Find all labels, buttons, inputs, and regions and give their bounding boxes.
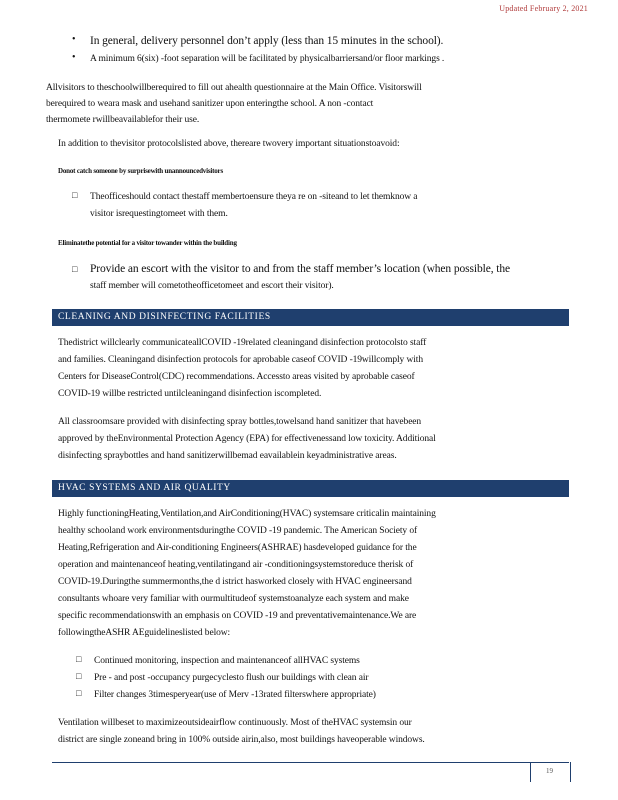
hvac-p2-line-2: district are single zoneand bring in 100% outside airin,also, most buildings haveoperable windows. xyxy=(58,735,425,745)
hvac-p1-line-5: COVID-19.Duringthe summermonths,the d istrict hasworked closely with HVAC engineersand xyxy=(58,577,412,587)
hvac-bullet-3: Filter changes 3timesperyear(use of Merv -13rated filterswhere appropriate) xyxy=(94,690,376,700)
square-bullet-icon: □ xyxy=(76,654,82,664)
cleaning-p1-line-1: Thedistrict willclearly communicateallCOVID -19related cleaningand disinfection protocolsto staff xyxy=(58,338,427,348)
hvac-p1-line-3: Heating,Refrigeration and Air-conditioning Engineers(ASHRAE) hasdeveloped guidance for the xyxy=(58,543,417,553)
sub-bullet-1-line-2: visitor isrequestingtomeet with them. xyxy=(90,209,228,219)
cleaning-p2-line-2: approved by theEnvironmental Protection Agency (EPA) for effectivenessand low toxicity. Additional xyxy=(58,434,436,444)
cleaning-p1-line-2: and families. Cleaningand disinfection protocols for aprobable caseof COVID -19willcomply with xyxy=(58,355,423,365)
subhead-surprise: Donot catch someone by surprisewith unannouncedvisitors xyxy=(58,167,223,175)
hvac-p1-line-4: operation and maintenanceof heating,ventilatingand air -conditioningsystemstoreduce therisk of xyxy=(58,560,414,570)
square-bullet-icon: □ xyxy=(72,264,78,274)
cleaning-p1-line-3: Centers for DiseaseControl(CDC) recommendations. Accessto areas visited by aprobable caseof xyxy=(58,372,415,382)
bullet-dot-icon: • xyxy=(72,52,76,63)
hvac-p1-line-8: followingtheASHR AEguidelineslisted below: xyxy=(58,628,231,638)
top-bullet-1: In general, delivery personnel don’t apply (less than 15 minutes in the school). xyxy=(90,35,444,47)
updated-date: Updated February 2, 2021 xyxy=(499,4,588,13)
visitors-line-3: thermomete rwillbeavailablefor their use. xyxy=(46,115,200,125)
section-title-hvac: HVAC SYSTEMS AND AIR QUALITY xyxy=(52,480,569,497)
hvac-p1-line-6: consultants whoare very familiar with ourmultitudeof systemstoanalyze each system and make xyxy=(58,594,409,604)
page-number: 19 xyxy=(546,767,553,775)
sub-bullet-2-line-2: staff member will cometotheofficetomeet and escort their visitor). xyxy=(90,281,334,291)
visitors-line-2: berequired to weara mask and usehand sanitizer upon enteringthe school. A non -contact xyxy=(46,99,374,109)
square-bullet-icon: □ xyxy=(76,688,82,698)
sub-bullet-1-line-1: Theofficeshould contact thestaff membertoensure theya re on -siteand to let themknow a xyxy=(90,192,418,202)
protocols-intro: In addition to thevisitor protocolslisted above, thereare twovery important situationstoavoid: xyxy=(58,139,400,149)
square-bullet-icon: □ xyxy=(76,671,82,681)
hvac-p1-line-1: Highly functioningHeating,Ventilation,and AirConditioning(HVAC) systemsare criticalin maintaining xyxy=(58,509,436,519)
hvac-p1-line-7: specific recommendationswith an emphasis on COVID -19 and preventativemaintenance.We are xyxy=(58,611,417,621)
subhead-wander: Eliminatethe potential for a visitor towander within the building xyxy=(58,239,237,247)
square-bullet-icon: □ xyxy=(72,190,78,200)
cleaning-p2-line-3: disinfecting spraybottles and hand sanitizerwillbemad eavailablein keyadministrative areas. xyxy=(58,451,397,461)
hvac-p1-line-2: healthy schooland work environmentsduringthe COVID -19 pandemic. The American Society of xyxy=(58,526,418,536)
bullet-dot-icon: • xyxy=(72,34,76,45)
top-bullet-2: A minimum 6(six) -foot separation will be facilitated by physicalbarriersand/or floor markings . xyxy=(90,54,445,64)
section-title-cleaning: CLEANING AND DISINFECTING FACILITIES xyxy=(52,309,569,326)
cleaning-p2-line-1: All classroomsare provided with disinfecting spray bottles,towelsand hand sanitizer that havebeen xyxy=(58,417,422,427)
hvac-bullet-1: Continued monitoring, inspection and maintenanceof allHVAC systems xyxy=(94,656,360,666)
visitors-line-1: Allvisitors to theschoolwillberequired to fill out ahealth questionnaire at the Main Office. Visitorswill xyxy=(46,83,422,93)
sub-bullet-2-line-1: Provide an escort with the visitor to and from the staff member’s location (when possible, the xyxy=(90,263,511,275)
footer-rule xyxy=(52,762,569,763)
cleaning-p1-line-4: COVID-19 willbe restricted untilcleaningand disinfection iscompleted. xyxy=(58,389,322,399)
hvac-p2-line-1: Ventilation willbeset to maximizeoutsideairflow continuously. Most of theHVAC systemsin our xyxy=(58,718,412,728)
hvac-bullet-2: Pre - and post -occupancy purgecyclesto flush our buildings with clean air xyxy=(94,673,369,683)
